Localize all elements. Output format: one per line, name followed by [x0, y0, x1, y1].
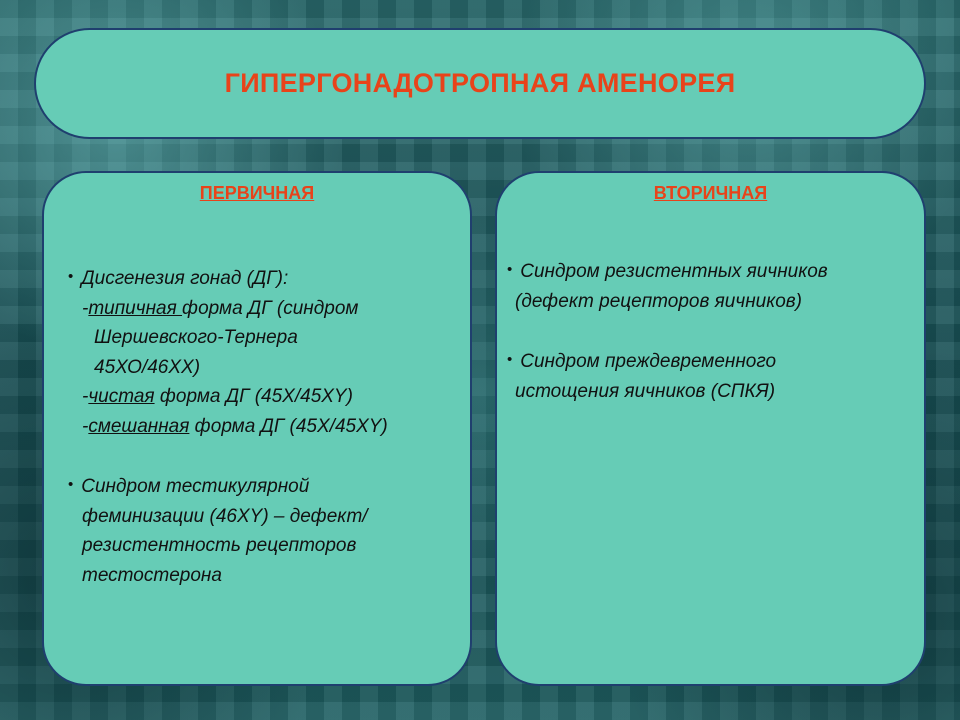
list-item: [507, 345, 828, 377]
sub-item-prefix: -: [82, 297, 89, 319]
sub-item-prefix: -: [82, 386, 89, 407]
sub-item-prefix: -: [82, 415, 89, 437]
sub-item-text: форма ДГ (45Х/45ХY): [189, 415, 388, 437]
secondary-list: [507, 255, 828, 406]
sub-item-emphasis: чистая: [88, 386, 155, 407]
list-item: [507, 255, 828, 287]
secondary-card: [495, 171, 926, 686]
list-item-continuation: истощения яичников (СПКЯ): [515, 380, 776, 402]
list-item-continuation: тестостерона: [82, 564, 222, 586]
page-title: ГИПЕРГОНАДОТРОПНАЯ АМЕНОРЕЯ: [224, 68, 736, 98]
list-item-text: Синдром резистентных яичников: [520, 261, 828, 282]
list-item-text: Синдром преждевременного: [520, 351, 777, 372]
sub-item-text: форма ДГ (45Х/45ХY): [154, 386, 353, 407]
sub-item: [68, 412, 388, 442]
list-item-text: Синдром тестикулярной: [81, 476, 310, 497]
sub-item-emphasis: типичная: [88, 297, 183, 319]
list-item: [68, 262, 388, 294]
sub-item-continuation: Шершевского-Тернера: [94, 327, 298, 348]
bullet-icon: •: [68, 476, 74, 493]
primary-heading: ПЕРВИЧНАЯ: [199, 183, 315, 203]
bullet-icon: •: [507, 261, 513, 278]
sub-item-continuation: 45ХО/46ХХ): [94, 356, 201, 378]
list-item-continuation: феминизации (46ХY) – дефект/: [82, 505, 368, 527]
primary-card: [42, 171, 472, 686]
sub-item: [68, 382, 388, 412]
sub-item-emphasis: смешанная: [88, 415, 190, 437]
list-item-continuation: резистентность рецепторов: [82, 535, 357, 556]
sub-item-text: форма ДГ (синдром: [182, 297, 359, 319]
secondary-heading: ВТОРИЧНАЯ: [653, 183, 768, 203]
list-item-text: Дисгенезия гонад (ДГ):: [81, 268, 289, 289]
title-banner: [34, 28, 926, 139]
list-item: [68, 470, 388, 502]
bullet-icon: •: [68, 268, 74, 285]
list-item-continuation: (дефект рецепторов яичников): [515, 290, 803, 312]
sub-item: [68, 294, 388, 324]
primary-list: [68, 262, 388, 590]
bullet-icon: •: [507, 351, 513, 368]
